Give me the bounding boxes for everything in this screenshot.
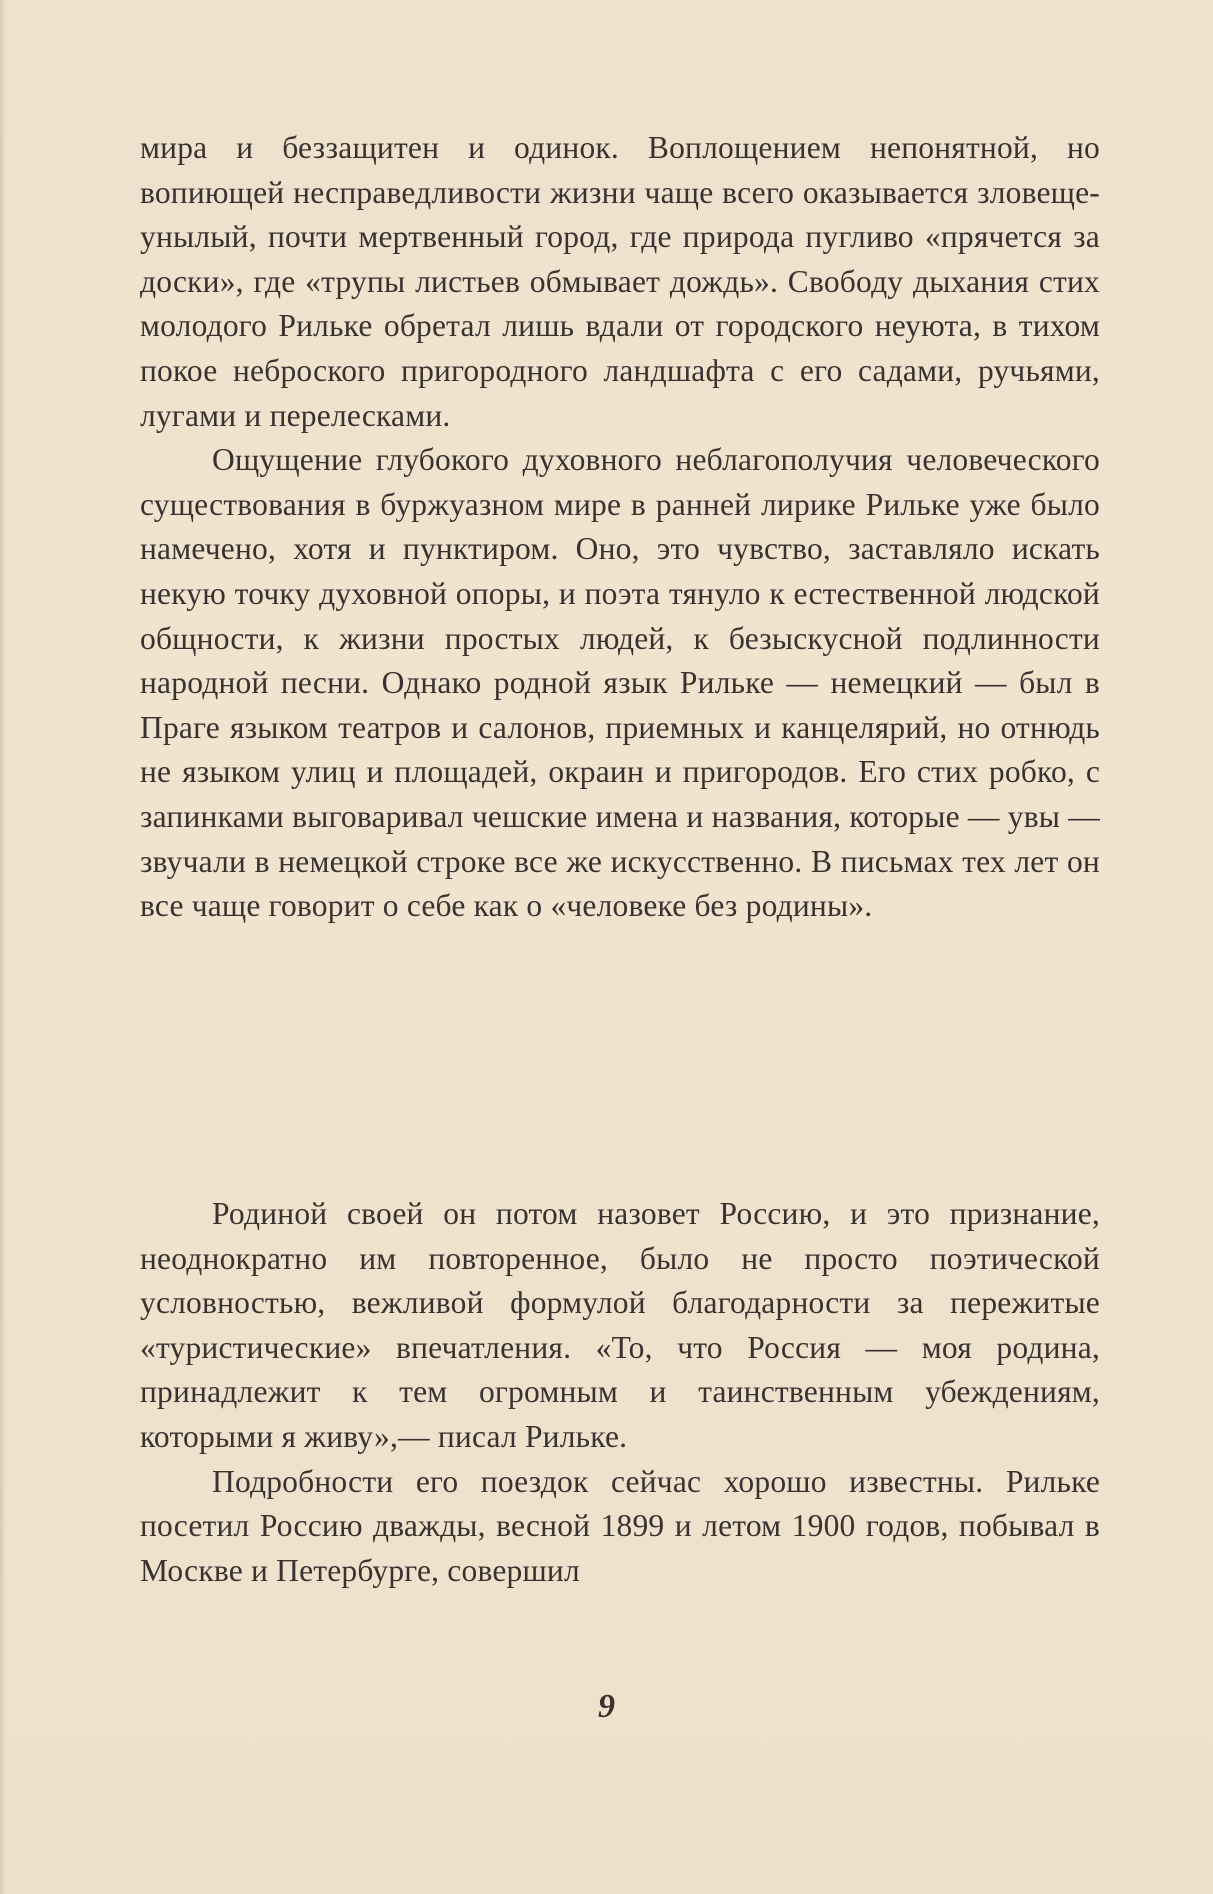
paragraph-trip-details: Подробности его поездок сейчас хорошо известны. Рильке посетил Россию дважды, весной 1899 и летом 1900 годов, побывал в Москве и Петербурге, совершил — [140, 1463, 1100, 1588]
paragraph-russia-homeland: Родиной своей он потом назовет Россию, и это признание, неоднократно им повторенное, было не просто поэтической условностью, вежливой формулой благодарности за пережитые «туристические» впечатления. «То, что Россия — моя родина, принадлежит к тем огромным и таинственным убеждениям, которыми я живу»,— писал Рильке. — [140, 1196, 1100, 1454]
text-block-top — [140, 126, 1100, 929]
paragraph-continuation: мира и беззащитен и одинок. Воплощением непонятной, но вопиющей несправедливости жизни чаще всего оказывается зловеще-унылый, почти мертвенный город, где природа пугливо «прячется за доски», где «трупы листьев обмывает дождь». Свободу дыхания стих молодого Рильке обретал лишь вдали от городского неуюта, в тихом покое неброского пригородного ландшафта с его садами, ручьями, лугами и перелесками. — [140, 130, 1100, 433]
text-block-bottom — [140, 1192, 1100, 1593]
scan-edge-shadow — [0, 0, 6, 1894]
page-number: 9 — [598, 1688, 615, 1725]
paragraph-feeling-of-unease: Ощущение глубокого духовного неблагополучия человеческого существования в буржуазном мире в ранней лирике Рильке уже было намечено, хотя и пунктиром. Оно, это чувство, заставляло искать некую точку духовной опоры, и поэта тянуло к естественной людской общности, к жизни простых людей, к безыскусной подлинности народной песни. Однако родной язык Рильке — немецкий — был в Праге языком театров и салонов, приемных и канцелярий, но отнюдь не языком улиц и площадей, окраин и пригородов. Его стих робко, с запинками выговаривал чешские имена и названия, которые — увы — звучали в немецкой строке все же искусственно. В письмах тех лет он все чаще говорит о себе как о «человеке без родины». — [140, 442, 1100, 924]
